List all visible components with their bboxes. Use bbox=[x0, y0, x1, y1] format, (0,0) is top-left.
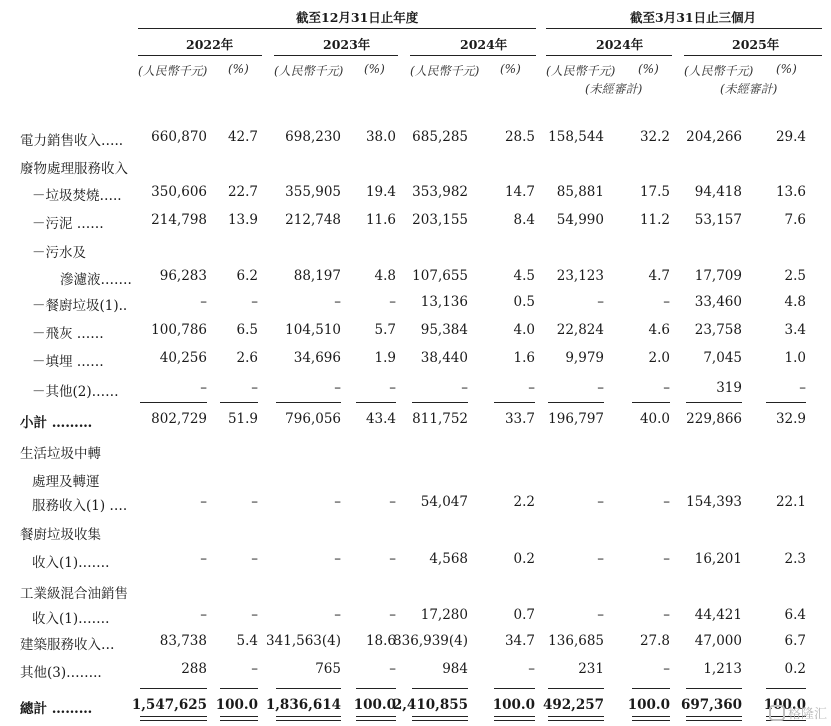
cell-col-8: 44,421 bbox=[694, 607, 742, 623]
row-label: －餐廚垃圾(1).. bbox=[32, 298, 128, 314]
cell-col-0: 96,283 bbox=[159, 268, 207, 284]
row-label: 工業級混合油銷售 bbox=[20, 586, 128, 602]
cell-col-9: 13.6 bbox=[775, 184, 806, 200]
cell-col-8: 229,866 bbox=[686, 411, 742, 427]
cell-col-6: 9,979 bbox=[565, 350, 604, 366]
cell-col-7: – bbox=[663, 294, 670, 310]
cell-col-2: 796,056 bbox=[285, 411, 341, 427]
row-label: 總計 ……… bbox=[20, 701, 93, 717]
unit-pct-2022: (%) bbox=[228, 62, 249, 76]
unit-pct-2024: (%) bbox=[500, 62, 521, 76]
cell-col-9: 6.4 bbox=[784, 607, 806, 623]
cell-col-5: 0.5 bbox=[513, 294, 535, 310]
cell-col-3: – bbox=[389, 661, 396, 677]
cell-col-6: 23,123 bbox=[556, 268, 604, 284]
total-double-rule bbox=[412, 720, 468, 721]
cell-col-3: 5.7 bbox=[374, 322, 396, 338]
total-rule bbox=[220, 688, 258, 689]
unit-amount-2025-q: (人民幣千元) bbox=[684, 64, 754, 78]
row-label: 收入(1)……. bbox=[32, 611, 110, 627]
total-rule bbox=[632, 688, 670, 689]
cell-col-5: 4.5 bbox=[513, 268, 535, 284]
year-rule-2023 bbox=[274, 55, 398, 56]
cell-col-0: 288 bbox=[181, 661, 207, 677]
cell-col-1: – bbox=[251, 551, 258, 567]
cell-col-7: 11.2 bbox=[639, 212, 670, 228]
cell-col-2: – bbox=[334, 494, 341, 510]
cell-col-3: 1.9 bbox=[374, 350, 396, 366]
cell-col-1: 6.2 bbox=[236, 268, 258, 284]
cell-col-5: – bbox=[528, 380, 535, 396]
total-rule bbox=[276, 688, 341, 689]
cell-col-4: 2,410,855 bbox=[392, 697, 468, 713]
cell-col-3: – bbox=[389, 294, 396, 310]
cell-col-3: 4.8 bbox=[374, 268, 396, 284]
cell-col-7: – bbox=[663, 661, 670, 677]
cell-col-6: – bbox=[597, 494, 604, 510]
total-double-rule bbox=[494, 716, 535, 717]
cell-col-8: 47,000 bbox=[694, 633, 742, 649]
total-rule bbox=[766, 688, 806, 689]
cell-col-8: 53,157 bbox=[694, 212, 742, 228]
row-label: －污泥 …… bbox=[32, 216, 104, 232]
cell-col-0: 350,606 bbox=[151, 184, 207, 200]
cell-col-7: – bbox=[663, 380, 670, 396]
cell-col-4: 811,752 bbox=[412, 411, 468, 427]
year-header-2023: 2023年 bbox=[323, 37, 371, 52]
cell-col-0: – bbox=[200, 494, 207, 510]
cell-col-0: 83,738 bbox=[159, 633, 207, 649]
cell-col-2: 104,510 bbox=[285, 322, 341, 338]
row-label: 處理及轉運 bbox=[32, 474, 100, 490]
cell-col-1: 2.6 bbox=[236, 350, 258, 366]
year-header-2025-q: 2025年 bbox=[732, 37, 780, 52]
header-group-annual: 截至12月31日止年度 bbox=[296, 10, 419, 25]
total-rule bbox=[494, 688, 535, 689]
cell-col-7: 40.0 bbox=[639, 411, 670, 427]
total-double-rule bbox=[220, 720, 258, 721]
cell-col-8: 17,709 bbox=[694, 268, 742, 284]
row-label: 生活垃圾中轉 bbox=[20, 446, 101, 462]
total-rule bbox=[412, 688, 468, 689]
cell-col-2: 355,905 bbox=[285, 184, 341, 200]
cell-col-3: 43.4 bbox=[365, 411, 396, 427]
unit-pct-2025-q: (%) bbox=[776, 62, 797, 76]
cell-col-2: – bbox=[334, 294, 341, 310]
cell-col-5: 0.7 bbox=[513, 607, 535, 623]
cell-col-8: 204,266 bbox=[686, 129, 742, 145]
cell-col-9: 32.9 bbox=[775, 411, 806, 427]
subtotal-rule bbox=[276, 402, 341, 403]
cell-col-9: 6.7 bbox=[784, 633, 806, 649]
cell-col-1: 22.7 bbox=[227, 184, 258, 200]
header-rule-annual bbox=[138, 28, 536, 29]
cell-col-5: 100.0 bbox=[492, 697, 535, 713]
subtotal-rule bbox=[766, 402, 806, 403]
total-double-rule bbox=[356, 720, 396, 721]
cell-col-9: 22.1 bbox=[775, 494, 806, 510]
cell-col-3: – bbox=[389, 607, 396, 623]
header-group-quarter: 截至3月31日止三個月 bbox=[630, 10, 757, 25]
cell-col-2: – bbox=[334, 607, 341, 623]
cell-col-5: 8.4 bbox=[513, 212, 535, 228]
cell-col-4: 95,384 bbox=[420, 322, 468, 338]
cell-col-9: 1.0 bbox=[784, 350, 806, 366]
subtotal-rule bbox=[140, 402, 207, 403]
cell-col-1: 100.0 bbox=[215, 697, 258, 713]
cell-col-8: 33,460 bbox=[694, 294, 742, 310]
cell-col-1: 42.7 bbox=[227, 129, 258, 145]
cell-col-5: 34.7 bbox=[504, 633, 535, 649]
cell-col-9: – bbox=[799, 380, 806, 396]
cell-col-1: 51.9 bbox=[227, 411, 258, 427]
cell-col-9: 100.0 bbox=[763, 697, 806, 713]
year-header-2024-q: 2024年 bbox=[596, 37, 644, 52]
cell-col-2: 341,563(4) bbox=[266, 633, 341, 649]
cell-col-9: 2.5 bbox=[784, 268, 806, 284]
row-label: 其他(3)…….. bbox=[20, 665, 102, 681]
cell-col-9: 7.6 bbox=[784, 212, 806, 228]
row-label: 餐廚垃圾收集 bbox=[20, 527, 101, 543]
row-label: 收入(1)……. bbox=[32, 555, 110, 571]
cell-col-3: – bbox=[389, 494, 396, 510]
cell-col-7: 27.8 bbox=[639, 633, 670, 649]
cell-col-3: – bbox=[389, 380, 396, 396]
cell-col-3: 18.6 bbox=[365, 633, 396, 649]
cell-col-2: – bbox=[334, 380, 341, 396]
cell-col-7: – bbox=[663, 494, 670, 510]
cell-col-0: 660,870 bbox=[151, 129, 207, 145]
total-rule bbox=[140, 688, 207, 689]
cell-col-6: 231 bbox=[578, 661, 604, 677]
total-double-rule bbox=[140, 720, 207, 721]
cell-col-0: 100,786 bbox=[151, 322, 207, 338]
total-double-rule bbox=[686, 720, 742, 721]
unaudited-2024-q: (未經審計) bbox=[585, 82, 643, 96]
cell-col-4: 107,655 bbox=[412, 268, 468, 284]
unit-pct-2024-q: (%) bbox=[638, 62, 659, 76]
row-label: 滲濾液……. bbox=[60, 272, 132, 288]
cell-col-5: 1.6 bbox=[513, 350, 535, 366]
cell-col-8: 319 bbox=[716, 380, 742, 396]
cell-col-5: 0.2 bbox=[513, 551, 535, 567]
cell-col-4: 353,982 bbox=[412, 184, 468, 200]
cell-col-6: 158,544 bbox=[548, 129, 604, 145]
cell-col-7: – bbox=[663, 607, 670, 623]
cell-col-6: 22,824 bbox=[556, 322, 604, 338]
cell-col-1: – bbox=[251, 607, 258, 623]
cell-col-8: 16,201 bbox=[694, 551, 742, 567]
cell-col-5: – bbox=[528, 661, 535, 677]
cell-col-4: 4,568 bbox=[429, 551, 468, 567]
row-label: －飛灰 …… bbox=[32, 326, 104, 342]
year-rule-2025-q bbox=[684, 55, 822, 56]
cell-col-7: 100.0 bbox=[627, 697, 670, 713]
unaudited-2025-q: (未經審計) bbox=[720, 82, 778, 96]
cell-col-3: 11.6 bbox=[365, 212, 396, 228]
row-label: －其他(2)…… bbox=[32, 384, 119, 400]
cell-col-7: 4.6 bbox=[648, 322, 670, 338]
row-label: －污水及 bbox=[32, 245, 86, 261]
cell-col-6: 196,797 bbox=[548, 411, 604, 427]
row-label: 服務收入(1) …. bbox=[32, 498, 128, 514]
cell-col-6: 85,881 bbox=[556, 184, 604, 200]
cell-col-5: 28.5 bbox=[504, 129, 535, 145]
cell-col-9: 3.4 bbox=[784, 322, 806, 338]
cell-col-7: 4.7 bbox=[648, 268, 670, 284]
cell-col-6: 54,990 bbox=[556, 212, 604, 228]
cell-col-5: 33.7 bbox=[504, 411, 535, 427]
unit-amount-2022: (人民幣千元) bbox=[138, 64, 208, 78]
cell-col-1: – bbox=[251, 294, 258, 310]
unit-amount-2024-q: (人民幣千元) bbox=[546, 64, 616, 78]
row-label: 電力銷售收入….. bbox=[20, 133, 124, 149]
cell-col-4: – bbox=[461, 380, 468, 396]
cell-col-4: 13,136 bbox=[420, 294, 468, 310]
cell-col-4: 836,939(4) bbox=[393, 633, 468, 649]
cell-col-0: – bbox=[200, 294, 207, 310]
cell-col-0: 40,256 bbox=[159, 350, 207, 366]
cell-col-9: 2.3 bbox=[784, 551, 806, 567]
cell-col-0: 1,547,625 bbox=[131, 697, 207, 713]
header-rule-quarter bbox=[546, 28, 822, 29]
cell-col-2: 88,197 bbox=[293, 268, 341, 284]
total-rule bbox=[356, 688, 396, 689]
year-rule-2024-q bbox=[546, 55, 672, 56]
total-double-rule bbox=[632, 720, 670, 721]
total-double-rule bbox=[632, 716, 670, 717]
cell-col-1: 13.9 bbox=[227, 212, 258, 228]
cell-col-9: 4.8 bbox=[784, 294, 806, 310]
subtotal-rule bbox=[356, 402, 396, 403]
total-rule bbox=[548, 688, 604, 689]
cell-col-7: 32.2 bbox=[639, 129, 670, 145]
total-double-rule bbox=[412, 716, 468, 717]
cell-col-6: – bbox=[597, 551, 604, 567]
cell-col-4: 203,155 bbox=[412, 212, 468, 228]
cell-col-6: – bbox=[597, 294, 604, 310]
cell-col-8: 94,418 bbox=[694, 184, 742, 200]
cell-col-4: 38,440 bbox=[420, 350, 468, 366]
total-double-rule bbox=[686, 716, 742, 717]
row-label: 建築服務收入… bbox=[20, 637, 115, 653]
subtotal-rule bbox=[220, 402, 258, 403]
total-rule bbox=[686, 688, 742, 689]
year-rule-2022 bbox=[138, 55, 262, 56]
cell-col-7: – bbox=[663, 551, 670, 567]
cell-col-1: – bbox=[251, 380, 258, 396]
row-label: 小計 ……… bbox=[20, 415, 93, 431]
cell-col-3: 100.0 bbox=[353, 697, 396, 713]
cell-col-5: 14.7 bbox=[504, 184, 535, 200]
subtotal-rule bbox=[632, 402, 670, 403]
cell-col-0: – bbox=[200, 380, 207, 396]
cell-col-2: 34,696 bbox=[293, 350, 341, 366]
cell-col-8: 1,213 bbox=[703, 661, 742, 677]
cell-col-0: 214,798 bbox=[151, 212, 207, 228]
total-double-rule bbox=[220, 716, 258, 717]
cell-col-4: 685,285 bbox=[412, 129, 468, 145]
total-double-rule bbox=[276, 720, 341, 721]
total-double-rule bbox=[494, 720, 535, 721]
total-double-rule bbox=[276, 716, 341, 717]
cell-col-4: 17,280 bbox=[420, 607, 468, 623]
cell-col-2: – bbox=[334, 551, 341, 567]
cell-col-3: 19.4 bbox=[365, 184, 396, 200]
unit-amount-2023: (人民幣千元) bbox=[274, 64, 344, 78]
unit-amount-2024: (人民幣千元) bbox=[410, 64, 480, 78]
cell-col-4: 984 bbox=[442, 661, 468, 677]
row-label: 廢物處理服務收入 bbox=[20, 161, 128, 177]
cell-col-6: 136,685 bbox=[548, 633, 604, 649]
subtotal-rule bbox=[548, 402, 604, 403]
watermark-text: 格隆汇 bbox=[787, 707, 827, 722]
cell-col-3: 38.0 bbox=[365, 129, 396, 145]
cell-col-6: 492,257 bbox=[542, 697, 604, 713]
cell-col-5: 4.0 bbox=[513, 322, 535, 338]
cell-col-0: – bbox=[200, 551, 207, 567]
watermark-logo bbox=[769, 703, 827, 722]
cell-col-9: 0.2 bbox=[784, 661, 806, 677]
cell-col-9: 29.4 bbox=[775, 129, 806, 145]
cell-col-8: 7,045 bbox=[703, 350, 742, 366]
subtotal-rule bbox=[494, 402, 535, 403]
cell-col-8: 697,360 bbox=[680, 697, 742, 713]
cell-col-2: 698,230 bbox=[285, 129, 341, 145]
total-double-rule bbox=[548, 720, 604, 721]
unit-pct-2023: (%) bbox=[364, 62, 385, 76]
subtotal-rule bbox=[412, 402, 468, 403]
total-double-rule bbox=[140, 716, 207, 717]
cell-col-4: 54,047 bbox=[420, 494, 468, 510]
cell-col-6: – bbox=[597, 380, 604, 396]
year-rule-2024 bbox=[410, 55, 536, 56]
row-label: －垃圾焚燒….. bbox=[32, 188, 122, 204]
subtotal-rule bbox=[686, 402, 742, 403]
total-double-rule bbox=[548, 716, 604, 717]
cell-col-1: 6.5 bbox=[236, 322, 258, 338]
cell-col-8: 154,393 bbox=[686, 494, 742, 510]
cell-col-2: 765 bbox=[315, 661, 341, 677]
cell-col-5: 2.2 bbox=[513, 494, 535, 510]
cell-col-0: – bbox=[200, 607, 207, 623]
total-double-rule bbox=[356, 716, 396, 717]
year-header-2024: 2024年 bbox=[460, 37, 508, 52]
cell-col-0: 802,729 bbox=[151, 411, 207, 427]
cell-col-2: 1,836,614 bbox=[265, 697, 341, 713]
row-label: －填埋 …… bbox=[32, 354, 104, 370]
cell-col-7: 17.5 bbox=[639, 184, 670, 200]
logo-mark-icon bbox=[769, 705, 785, 721]
cell-col-3: – bbox=[389, 551, 396, 567]
year-header-2022: 2022年 bbox=[186, 37, 234, 52]
cell-col-8: 23,758 bbox=[694, 322, 742, 338]
cell-col-1: 5.4 bbox=[236, 633, 258, 649]
cell-col-1: – bbox=[251, 661, 258, 677]
cell-col-7: 2.0 bbox=[648, 350, 670, 366]
cell-col-2: 212,748 bbox=[285, 212, 341, 228]
cell-col-6: – bbox=[597, 607, 604, 623]
cell-col-1: – bbox=[251, 494, 258, 510]
